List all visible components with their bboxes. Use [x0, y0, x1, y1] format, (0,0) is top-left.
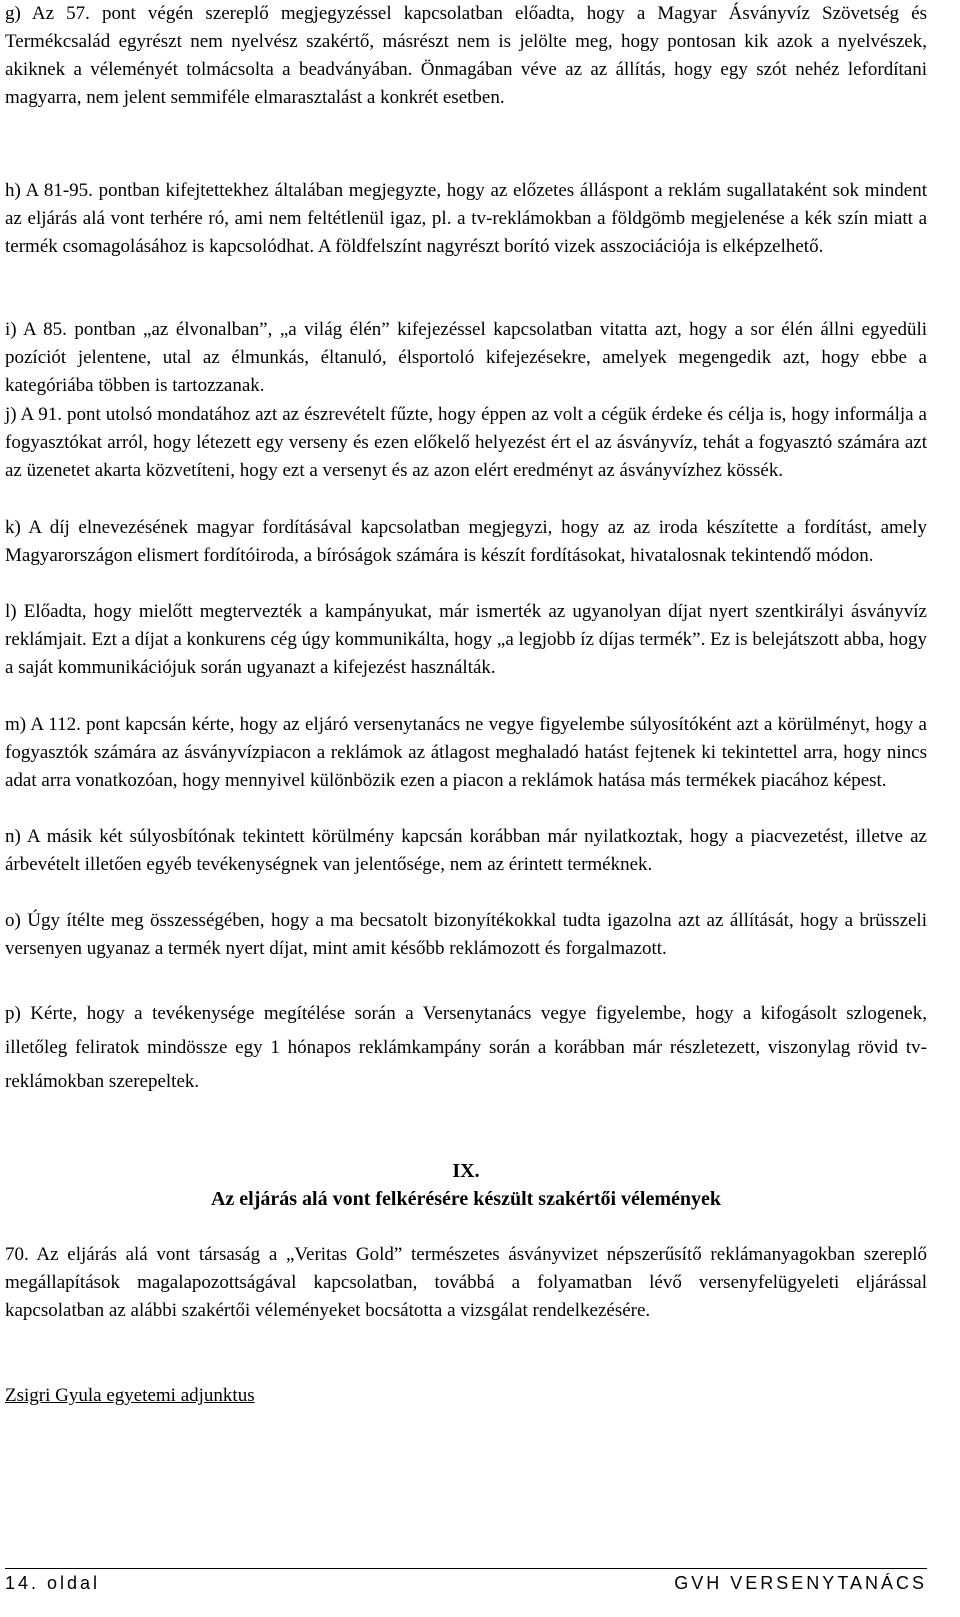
author-heading: Zsigri Gyula egyetemi adjunktus: [5, 1385, 255, 1406]
paragraph-70: 70. Az eljárás alá vont társaság a „Veritas Gold” természetes ásványvizet népszerűsítő reklámanyagokban szereplő megállapítások magalapozottságával kapcsolatban, továbbá a folyamatban lévő versenyfelügyeleti eljárással kapcsolatban az alábbi szakértői véleményeket bocsátotta a vizsgálat rendelkezésére.: [5, 1244, 927, 1321]
paragraph-m: m) A 112. pont kapcsán kérte, hogy az eljáró versenytanács ne vegye figyelembe súlyosítóként azt a körülményt, hogy a fogyasztók számára az ásványvízpiacon a reklámok az átlagost meghaladó hatást fejtenek ki tekintettel arra, hogy nincs adat arra vonatkozóan, hogy mennyivel különbözik ezen a piacon a reklámok hatása más termékek piacához képest.: [5, 714, 927, 791]
paragraph-o: o) Úgy ítélte meg összességében, hogy a ma becsatolt bizonyítékokkal tudta igazolna azt az állítását, hogy a brüsszeli versenyen ugyanaz a termék nyert díjat, mint amit később reklámozott és forgalmazott.: [5, 910, 927, 959]
paragraph-l: l) Előadta, hogy mielőtt megtervezték a kampányukat, már ismerték az ugyanolyan díjat nyert szentkirályi ásványvíz reklámjait. Ezt a díjat a konkurens cég úgy kommunikálta, hogy „a legjobb íz díjas termék”. Ez is belejátszott abba, hogy a saját kommunikációjuk során ugyanazt a kifejezést használták.: [5, 601, 927, 678]
paragraph-h: h) A 81-95. pontban kifejtettekhez általában megjegyzte, hogy az előzetes álláspont a reklám sugallataként sok mindent az eljárás alá vont terhére ró, ami nem feltétlenül igaz, pl. a tv-reklámokban a földgömb megjelenése a kék szín miatt a termék csomagolásához is kapcsolódhat. A földfelszínt nagyrészt borító vizek asszociációja is elképzelhető.: [5, 180, 927, 257]
section-title: Az eljárás alá vont felkérésére készült szakértői vélemények: [210, 1188, 722, 1210]
paragraph-p: p) Kérte, hogy a tevékenysége megítélése során a Versenytanács vegye figyelembe, hogy a kifogásolt szlogenek, illetőleg feliratok mindössze egy 1 hónapos reklámkampány során a korábban már részletezett, viszonylag rövid tv-reklámokban szerepeltek.: [5, 1003, 927, 1092]
paragraph-j: j) A 91. pont utolsó mondatához azt az észrevételt fűzte, hogy éppen az volt a cégük érdeke és célja is, hogy informálja a fogyasztókat arról, hogy létezett egy verseny és ezen előkelő helyezést ért el az ásványvíz, tehát a fogyasztó számára azt az üzenetet akarta közvetíteni, hogy ezt a versenyt és az azon elért eredményt az ásványvízhez kössék.: [5, 404, 927, 481]
footer-organization: GVH VERSENYTANÁCS: [674, 1573, 927, 1593]
footer-divider: [5, 1568, 927, 1569]
footer-page-number: 14. oldal: [5, 1573, 101, 1593]
paragraph-g: g) Az 57. pont végén szereplő megjegyzéssel kapcsolatban előadta, hogy a Magyar Ásványvíz Szövetség és Termékcsalád egyrészt nem nyelvész szakértő, másrészt nem is jelölte meg, hogy pontosan kik azok a nyelvészek, akiknek a véleményét tolmácsolta a beadványában. Önmagában véve az az állítás, hogy egy szót nehéz lefordítani magyarra, nem jelent semmiféle elmarasztalást a konkrét esetben.: [5, 3, 927, 108]
document-page: [5, 0, 927, 1617]
section-number: IX.: [452, 1160, 480, 1182]
paragraph-n: n) A másik két súlyosbítónak tekintett körülmény kapcsán korábban már nyilatkoztak, hogy a piacvezetést, illetve az árbevételt illetően egyéb tevékenységnek van jelentősége, nem az érintett terméknek.: [5, 826, 927, 875]
paragraph-k: k) A díj elnevezésének magyar fordításával kapcsolatban megjegyzi, hogy az az iroda készítette a fordítást, amely Magyarországon elismert fordítóiroda, a bíróságok számára is készít fordításokat, hivatalosnak tekintendő módon.: [5, 517, 927, 566]
paragraph-i: i) A 85. pontban „az élvonalban”, „a világ élén” kifejezéssel kapcsolatban vitatta azt, hogy a sor élén állni egyedüli pozíciót jelentene, utal az élmunkás, éltanuló, élsportoló kifejezésekre, amelyek megengedik azt, hogy ebbe a kategóriába többen is tartozzanak.: [5, 319, 927, 396]
